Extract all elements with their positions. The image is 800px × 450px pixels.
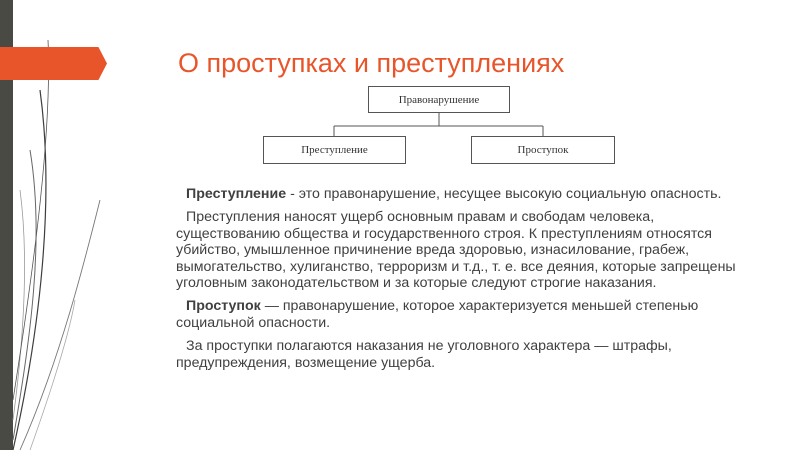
term-crime: Преступление [186,186,287,202]
diagram-node-misdemeanor: Проступок [471,136,615,164]
paragraph-crime-details: Преступления наносят ущерб основным правам и свободам человека, существованию общества и государственного строя. К преступлениям относятся убийство, умышленное причинение вреда здоровью, изнасилование, грабеж, вымогательство, хулиганство, терроризм и т.д., т. е. все деяния, которые запрещены уголовным законодательством и за которые следуют строгие наказания. [176,209,736,292]
misdemeanor-definition-text: — правонарушение, которое характеризуется меньшей степенью социальной опасности. [176,298,699,331]
crime-definition-text: - это правонарушение, несущее высокую социальную опасность. [286,186,722,202]
slide-body [176,186,756,378]
diagram-node-crime: Преступление [263,136,406,164]
term-misdemeanor: Проступок [186,298,261,315]
paragraph-crime-definition [176,186,756,202]
diagram-root-node: Правонарушение [368,86,510,113]
paragraph-misdemeanor-penalties: За проступки полагаются наказания не уголовного характера — штрафы, предупреждения, возмещение ущерба. [176,338,672,371]
slide-title: О проступках и преступлениях [178,48,565,78]
paragraph-misdemeanor-definition [176,298,756,331]
